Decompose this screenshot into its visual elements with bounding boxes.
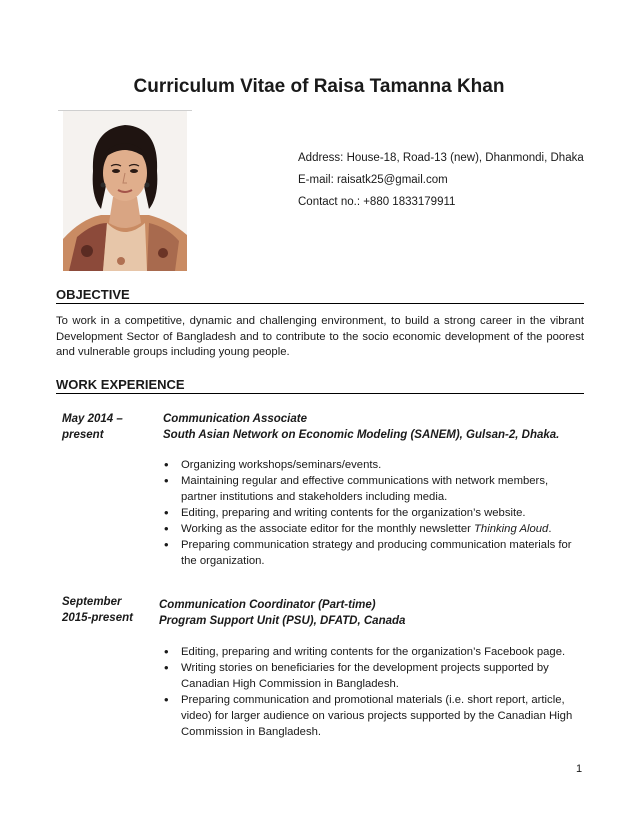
list-item: • Preparing communication strategy and producing communication materials for the organization. (163, 537, 573, 569)
job-2-organization: Program Support Unit (PSU), DFATD, Canada (159, 615, 406, 627)
job-1-dates (62, 411, 123, 443)
job-1-duties (163, 457, 573, 569)
work-experience-heading: WORK EXPERIENCE (56, 377, 584, 394)
list-item: • Maintaining regular and effective communications with network members, partner institutions and stakeholders including media. (163, 473, 573, 505)
newsletter-name: Thinking Aloud (474, 523, 549, 535)
email-line[interactable]: E-mail: raisatk25@gmail.com (298, 174, 448, 186)
list-item: • Organizing workshops/seminars/events. (163, 457, 573, 473)
list-item: • Preparing communication and promotional materials (i.e. short report, article, video) for larger audience on various projects supported by the Canadian High Commission in Bangladesh. (163, 692, 581, 740)
page-number: 1 (576, 763, 583, 775)
list-item: • Editing, preparing and writing contents for the organization’s Facebook page. (163, 644, 581, 660)
job-2-dates (62, 594, 133, 626)
newsletter-duty-suffix: . (548, 523, 552, 535)
objective-text: To work in a competitive, dynamic and challenging environment, to build a strong career in the vibrant Development Sector of Bangladesh and to contribute to the socio economic development of the poorest and vulnerable groups including young people. (56, 315, 584, 358)
job-1-date-start: May 2014 – (62, 413, 123, 425)
job-2-date-start: September (62, 596, 122, 608)
job-2-title: Communication Coordinator (Part-time) (159, 599, 376, 611)
portrait-image (63, 111, 187, 271)
phone-line: Contact no.: +880 1833179911 (298, 196, 456, 208)
profile-photo (63, 111, 187, 271)
job-1-title: Communication Associate (163, 413, 307, 425)
job-2-header (159, 597, 405, 629)
page-title: Curriculum Vitae of Raisa Tamanna Khan (133, 76, 505, 97)
contact-block (298, 147, 584, 213)
list-item (163, 521, 573, 537)
list-item: • Writing stories on beneficiaries for the development projects supported by Canadian High Commission in Bangladesh. (163, 660, 581, 692)
job-2-duties (163, 644, 581, 740)
address-line: Address: House-18, Road-13 (new), Dhanmondi, Dhaka (298, 152, 584, 164)
objective-heading: OBJECTIVE (56, 287, 584, 304)
list-item: • Editing, preparing and writing contents for the organization’s website. (163, 505, 573, 521)
job-1-organization: South Asian Network on Economic Modeling (SANEM), Gulsan-2, Dhaka. (163, 429, 560, 441)
newsletter-duty-text: Working as the associate editor for the monthly newsletter (181, 523, 475, 535)
job-2-date-end: 2015-present (62, 612, 133, 624)
job-1-date-end: present (62, 429, 104, 441)
job-1-header (163, 411, 559, 443)
